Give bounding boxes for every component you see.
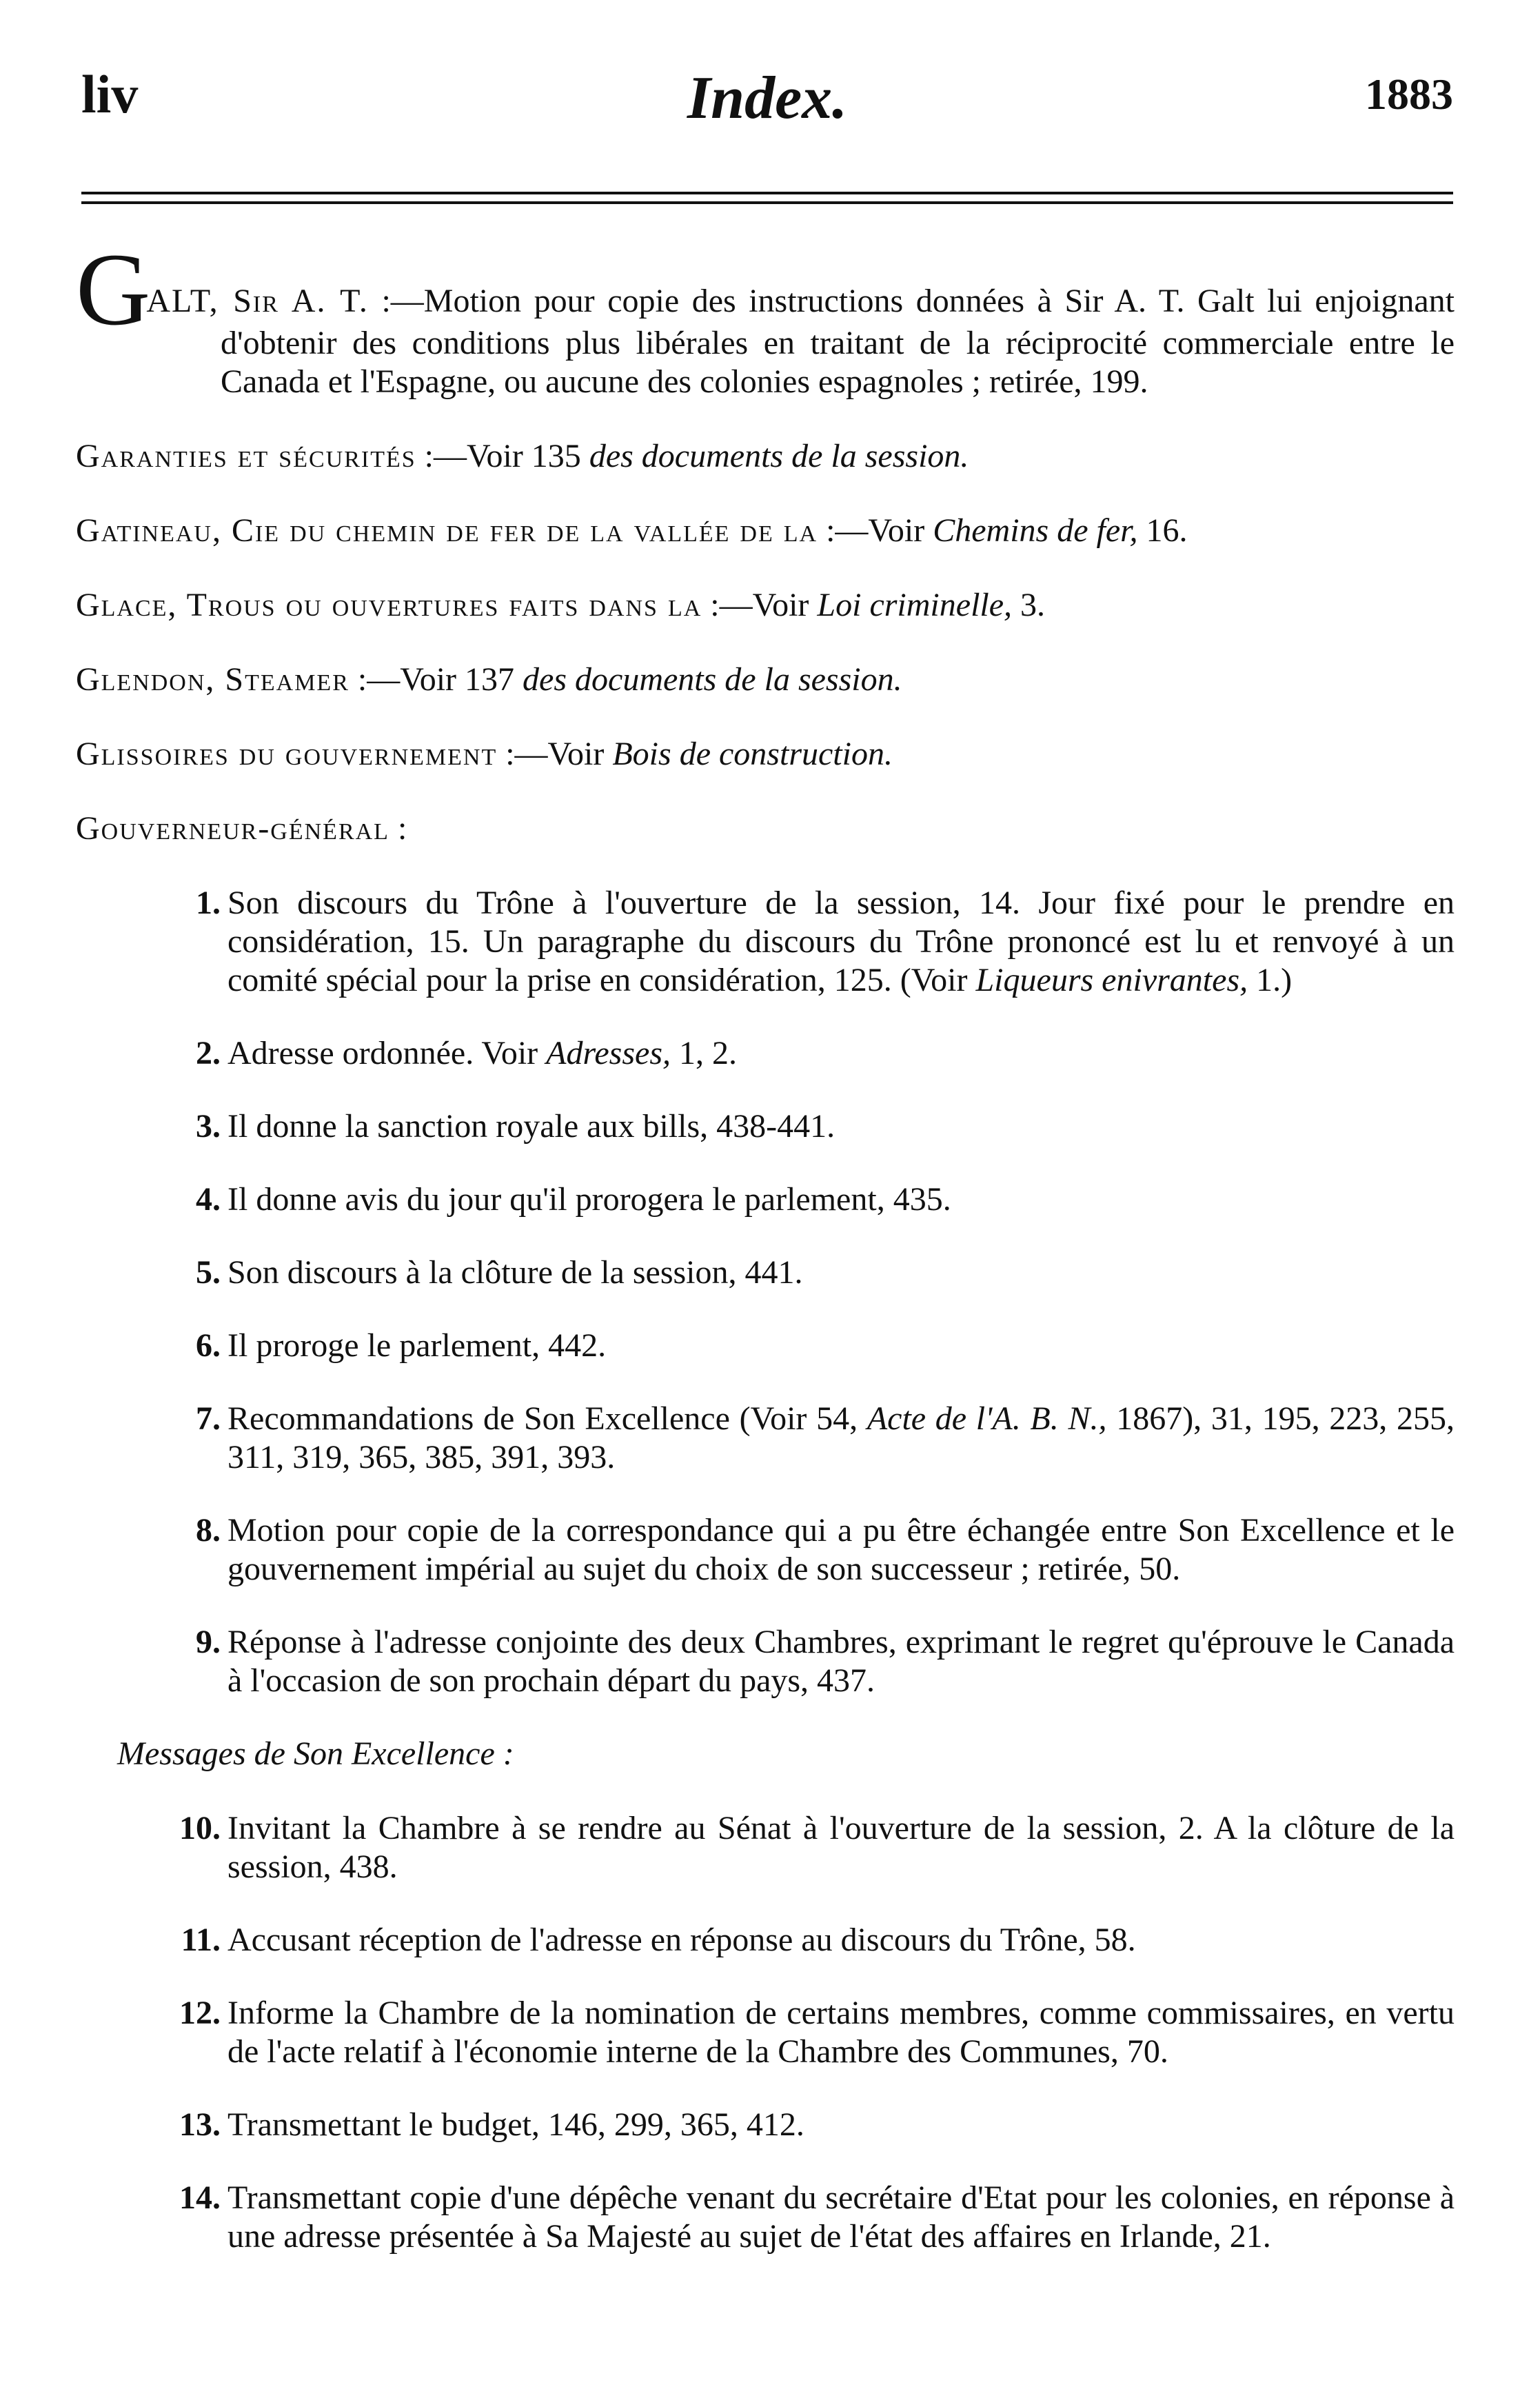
item-text: Accusant réception de l'adresse en réponse au discours du Trône, 58.	[227, 1922, 1136, 1958]
item-number: 7.	[196, 1400, 221, 1437]
entry-glace-ref: Loi criminelle,	[817, 587, 1013, 623]
list-item	[76, 1623, 1455, 1700]
item-text: Adresse ordonnée. Voir	[227, 1035, 547, 1071]
entry-glace-name: Glace, Trous ou ouvertures faits dans la	[76, 587, 702, 623]
entry-glissoires-ref: Bois de construction.	[612, 736, 893, 772]
list-item	[76, 1327, 1455, 1365]
item-text: Invitant la Chambre à se rendre au Sénat à l'ouverture de la session, 2. A la clôture de la session, 438.	[227, 1810, 1455, 1885]
item-text: Son discours du Trône à l'ouverture de la session, 14. Jour fixé pour le prendre en considération, 15. Un paragraphe du discours du Trône prononcé est lu et renvoyé à un comité spécial pour la prise en considération, 125. (Voir	[227, 885, 1455, 998]
item-text: Transmettant copie d'une dépêche venant du secrétaire d'Etat pour les colonies, en réponse à une adresse présentée à Sa Majesté au sujet de l'état des affaires en Irlande, 21.	[227, 2179, 1455, 2255]
item-tail: 1.)	[1248, 962, 1293, 998]
list-item	[76, 1809, 1455, 1886]
item-text: Il donne la sanction royale aux bills, 438-441.	[227, 1108, 835, 1145]
item-number: 14.	[179, 2179, 221, 2216]
entry-galt	[76, 232, 1455, 401]
item-number: 1.	[196, 885, 221, 921]
page-header	[81, 63, 1453, 146]
entry-galt-text: :—Motion pour copie des instructions données à Sir A. T. Galt lui enjoignant d'obtenir des conditions plus libérales en traitant de la réciprocité commerciale entre le Canada et l'Espagne, ou aucune des colonies espagnoles ; retirée, 199.	[221, 283, 1455, 400]
entry-gatineau	[76, 512, 1455, 550]
entry-glissoires-text: :—Voir	[497, 736, 613, 772]
item-text: Il proroge le parlement, 442.	[227, 1327, 607, 1364]
entry-glissoires	[76, 735, 1455, 774]
list-item	[76, 1253, 1455, 1292]
item-number: 11.	[181, 1922, 221, 1958]
page-year: 1883	[1365, 70, 1453, 119]
item-ref: Liqueurs enivrantes,	[975, 962, 1248, 998]
entry-garanties	[76, 437, 1455, 476]
entry-glissoires-name: Glissoires du gouvernement	[76, 736, 498, 772]
entry-glace-num: 3.	[1012, 587, 1046, 623]
item-text: Recommandations de Son Excellence (Voir 54,	[227, 1400, 867, 1437]
entry-gouverneur	[76, 809, 1455, 848]
item-number: 3.	[196, 1108, 221, 1145]
entry-galt-name: ALT, Sir A. T.	[146, 283, 369, 319]
item-number: 9.	[196, 1624, 221, 1660]
entry-gatineau-text: :—Voir	[818, 512, 933, 549]
page-numeral: liv	[81, 64, 139, 124]
item-text: Réponse à l'adresse conjointe des deux Chambres, exprimant le regret qu'éprouve le Canada à l'occasion de son prochain départ du pays, 437.	[227, 1624, 1455, 1699]
item-number: 8.	[196, 1512, 221, 1549]
item-number: 2.	[196, 1035, 221, 1071]
list-item	[76, 2179, 1455, 2256]
entry-garanties-text: :—Voir 135	[416, 438, 589, 474]
entry-gouverneur-colon: :	[389, 810, 407, 847]
entry-gatineau-ref: Chemins de fer,	[933, 512, 1138, 549]
entry-garanties-name: Garanties et sécurités	[76, 438, 416, 474]
entry-glendon	[76, 661, 1455, 699]
page-title: Index.	[687, 65, 848, 132]
list-item	[76, 1107, 1455, 1146]
list-item	[76, 1400, 1455, 1477]
entry-garanties-ref: des documents de la session.	[589, 438, 969, 474]
messages-heading: Messages de Son Excellence :	[117, 1735, 514, 1772]
messages-items	[76, 1809, 1455, 2256]
item-tail: 1867), 31, 195, 223, 255, 311, 319, 365, 385, 391, 393.	[227, 1400, 1455, 1475]
entry-gouverneur-name: Gouverneur-général	[76, 810, 389, 847]
entry-glace-text: :—Voir	[702, 587, 818, 623]
entry-glendon-ref: des documents de la session.	[523, 661, 902, 698]
item-text: Son discours à la clôture de la session, 441.	[227, 1254, 803, 1291]
drop-cap: G	[76, 232, 151, 347]
item-number: 4.	[196, 1181, 221, 1218]
item-text: Transmettant le budget, 146, 299, 365, 412.	[227, 2106, 804, 2143]
list-item	[76, 884, 1455, 1000]
list-item	[76, 1034, 1455, 1073]
item-number: 12.	[179, 1995, 221, 2031]
entry-glendon-name: Glendon, Steamer	[76, 661, 349, 698]
header-rule-bottom	[81, 201, 1453, 204]
list-item	[76, 1180, 1455, 1219]
entry-glace	[76, 586, 1455, 625]
item-ref: Adresses,	[546, 1035, 671, 1071]
list-item	[76, 1994, 1455, 2071]
entry-gatineau-num: 16.	[1137, 512, 1188, 549]
item-text: Motion pour copie de la correspondance qui a pu être échangée entre Son Excellence et le gouvernement impérial au sujet du choix de son successeur ; retirée, 50.	[227, 1512, 1455, 1587]
entry-glendon-text: :—Voir 137	[349, 661, 523, 698]
list-item	[76, 1921, 1455, 1959]
item-ref: Acte de l'A. B. N.,	[867, 1400, 1107, 1437]
index-body	[76, 232, 1455, 2290]
entry-gatineau-name: Gatineau, Cie du chemin de fer de la vallée de la	[76, 512, 818, 549]
list-item	[76, 1511, 1455, 1589]
item-number: 6.	[196, 1327, 221, 1364]
item-text: Informe la Chambre de la nomination de certains membres, comme commissaires, en vertu de l'acte relatif à l'économie interne de la Chambre des Communes, 70.	[227, 1995, 1455, 2070]
gouverneur-items	[76, 884, 1455, 1700]
item-text: Il donne avis du jour qu'il prorogera le parlement, 435.	[227, 1181, 951, 1218]
item-number: 10.	[179, 1810, 221, 1846]
item-tail: 1, 2.	[671, 1035, 738, 1071]
list-item	[76, 2106, 1455, 2144]
item-number: 13.	[179, 2106, 221, 2143]
header-rule-top	[81, 192, 1453, 194]
item-number: 5.	[196, 1254, 221, 1291]
